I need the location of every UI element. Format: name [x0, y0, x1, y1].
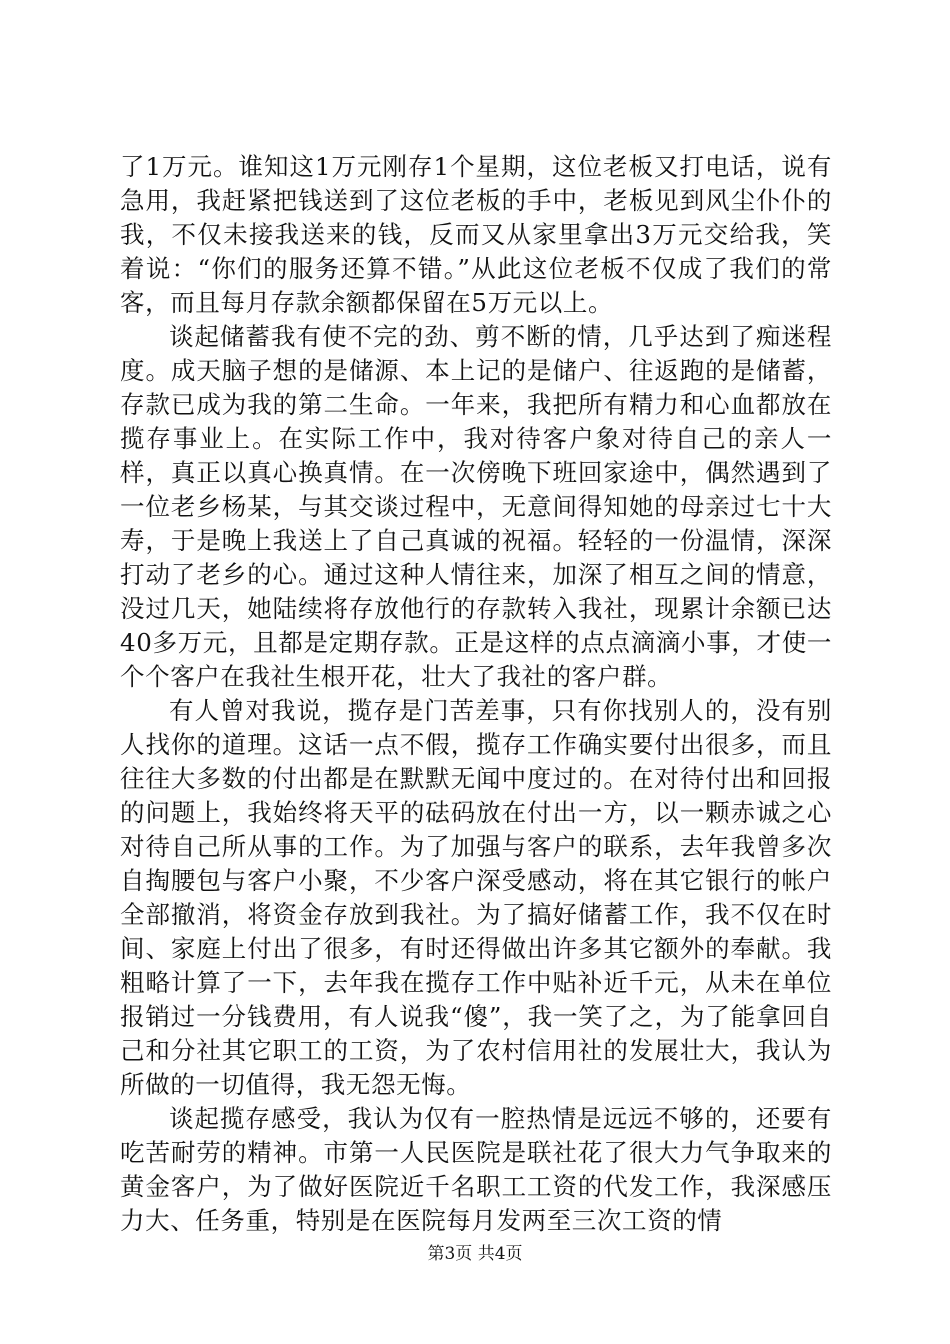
- body-text: [120, 150, 832, 1238]
- paragraph-1: 了1万元。谁知这1万元刚存1个星期，这位老板又打电话，说有急用，我赶紧把钱送到了这位老板的手中，老板见到风尘仆仆的我，不仅未接我送来的钱，反而又从家里拿出3万元交给我，笑着说：“你们的服务还算不错。”从此这位老板不仅成了我们的常客，而且每月存款余额都保留在5万元以上。: [120, 152, 832, 317]
- page-footer: 第3页 共4页: [427, 1244, 523, 1264]
- paragraph-3: 有人曾对我说，揽存是门苦差事，只有你找别人的，没有别人找你的道理。这话一点不假，揽存工作确实要付出很多，而且往往大多数的付出都是在默默无闻中度过的。在对待付出和回报的问题上，我始终将天平的砝码放在付出一方，以一颗赤诚之心对待自己所从事的工作。为了加强与客户的联系，去年我曾多次自掏腰包与客户小聚，不少客户深受感动，将在其它银行的帐户全部撤消，将资金存放到我社。为了搞好储蓄工作，我不仅在时间、家庭上付出了很多，有时还得做出许多其它额外的奉献。我粗略计算了一下，去年我在揽存工作中贴补近千元，从未在单位报销过一分钱费用，有人说我“傻”，我一笑了之，为了能拿回自己和分社其它职工的工资，为了农村信用社的发展壮大，我认为所做的一切值得，我无怨无悔。: [120, 696, 832, 1099]
- paragraph-2: 谈起储蓄我有使不完的劲、剪不断的情，几乎达到了痴迷程度。成天脑子想的是储源、本上记的是储户、往返跑的是储蓄，存款已成为我的第二生命。一年来，我把所有精力和心血都放在揽存事业上。在实际工作中，我对待客户象对待自己的亲人一样，真正以真心换真情。在一次傍晚下班回家途中，偶然遇到了一位老乡杨某，与其交谈过程中，无意间得知她的母亲过七十大寿，于是晚上我送上了自己真诚的祝福。轻轻的一份温情，深深打动了老乡的心。通过这种人情往来，加深了相互之间的情意，没过几天，她陆续将存放他行的存款转入我社，现累计余额已达40多万元，且都是定期存款。正是这样的点点滴滴小事，才使一个个客户在我社生根开花，壮大了我社的客户群。: [120, 322, 832, 691]
- paragraph-4: 谈起揽存感受，我认为仅有一腔热情是远远不够的，还要有吃苦耐劳的精神。市第一人民医院是联社花了很大力气争取来的黄金客户，为了做好医院近千名职工工资的代发工作，我深感压力大、任务重，特别是在医院每月发两至三次工资的情: [120, 1104, 832, 1235]
